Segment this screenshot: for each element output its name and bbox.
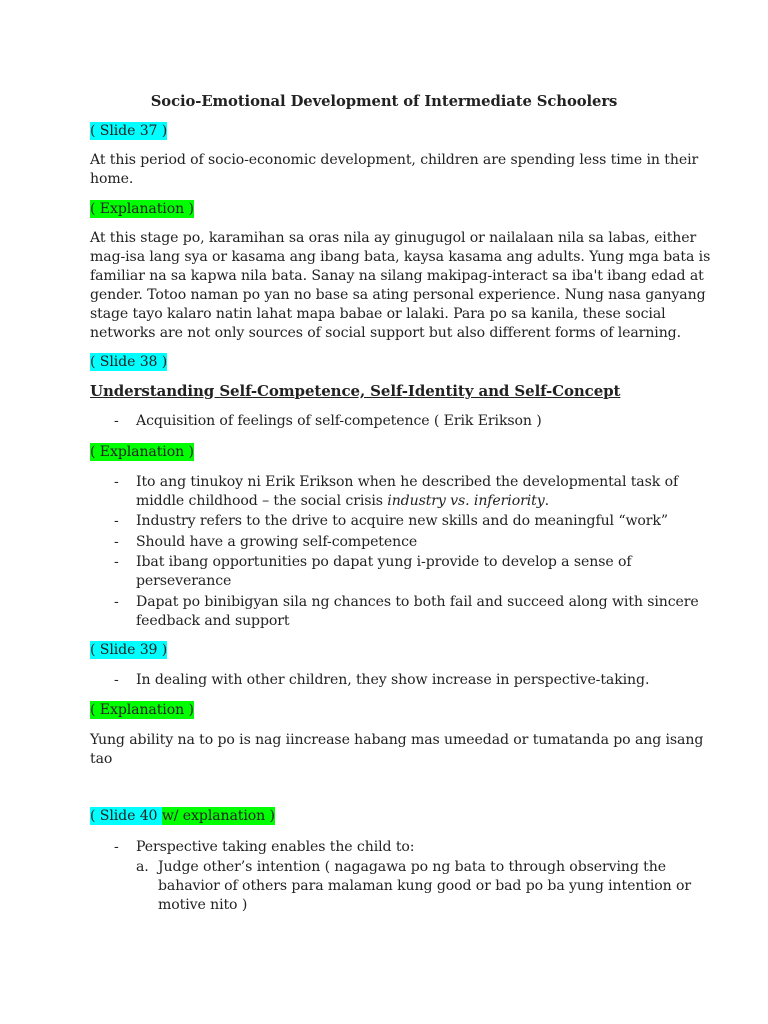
- slide-39-bullet: In dealing with other children, they show increase in perspective-taking.: [136, 672, 650, 688]
- explanation-3-line: tao: [90, 751, 113, 767]
- slide-37-text-line: At this period of socio-economic development, children are spending less time in their: [90, 152, 699, 168]
- list-marker: a.: [136, 859, 149, 875]
- explanation-2-bullet-1-line: [136, 492, 676, 511]
- bullet-dash: -: [114, 594, 119, 610]
- slide-37-text-line: home.: [90, 171, 134, 187]
- text-run: .: [544, 493, 549, 509]
- explanation-1-line: At this stage po, karamihan sa oras nila ay ginugugol or nailalaan nila sa labas, either: [90, 230, 697, 246]
- slide-40-item-line: motive nito ): [158, 897, 248, 913]
- slide-37-label: [90, 122, 680, 141]
- explanation-2-bullet-5-line: feedback and support: [136, 613, 290, 629]
- explanation-1-line: stage tayo kalaro natin lahat mapa babae or lalaki. Para po sa kanila, these social: [90, 306, 666, 322]
- slide-40-item-line: Judge other’s intention ( nagagawa po ng bata to through observing the: [158, 859, 666, 875]
- slide-38-highlight: ( Slide 38 ): [90, 354, 168, 370]
- explanation-1-line: familiar na sa kapwa nila bata. Sanay na silang makipag-interact sa iba't ibang edad at: [90, 268, 704, 284]
- explanation-1-label: [90, 200, 680, 219]
- bullet-dash: -: [114, 672, 119, 688]
- bullet-dash: -: [114, 554, 119, 570]
- explanation-2-bullet-1-line: Ito ang tinukoy ni Erik Erikson when he described the developmental task of: [136, 474, 679, 490]
- explanation-2-bullet-5-line: Dapat po binibigyan sila ng chances to both fail and succeed along with sincere: [136, 594, 699, 610]
- text-run: middle childhood – the social crisis: [136, 493, 388, 509]
- slide-40-highlight: ( Slide 40: [90, 808, 162, 824]
- slide-38-bullet: Acquisition of feelings of self-competence ( Erik Erikson ): [136, 413, 542, 429]
- explanation-1-line: mag-isa lang sya or kasama ang ibang bata, kaysa kasama ang adults. Yung mga bata is: [90, 249, 711, 265]
- slide-39-label: [90, 641, 680, 660]
- bullet-dash: -: [114, 474, 119, 490]
- explanation-3-line: Yung ability na to po is nag iincrease habang mas umeedad or tumatanda po ang isang: [90, 732, 704, 748]
- document-title: Socio-Emotional Development of Intermediate Schoolers: [150, 93, 618, 110]
- explanation-2-highlight: ( Explanation ): [90, 444, 194, 460]
- bullet-dash: -: [114, 839, 119, 855]
- explanation-2-bullet-2: Industry refers to the drive to acquire new skills and do meaningful “work”: [136, 513, 668, 529]
- explanation-1-line: networks are not only sources of social support but also different forms of learning.: [90, 325, 681, 341]
- explanation-2-bullet-4-line: perseverance: [136, 573, 232, 589]
- explanation-1-line: gender. Totoo naman po yan no base sa ating personal experience. Nung nasa ganyang: [90, 287, 706, 303]
- section-heading: Understanding Self-Competence, Self-Identity and Self-Concept: [90, 382, 621, 400]
- slide-38-label: [90, 353, 680, 372]
- italic-term: industry vs. inferiority: [387, 493, 545, 509]
- explanation-2-bullet-4-line: Ibat ibang opportunities po dapat yung i-provide to develop a sense of: [136, 554, 632, 570]
- slide-40-label: [90, 807, 680, 826]
- explanation-2-label: [90, 443, 680, 462]
- slide-40-bullet: Perspective taking enables the child to:: [136, 839, 415, 855]
- bullet-dash: -: [114, 413, 119, 429]
- bullet-dash: -: [114, 513, 119, 529]
- explanation-1-highlight: ( Explanation ): [90, 201, 194, 217]
- slide-40-item-line: bahavior of others para malaman kung good or bad po ba yung intention or: [158, 878, 692, 894]
- slide-37-highlight: ( Slide 37 ): [90, 123, 168, 139]
- slide-39-highlight: ( Slide 39 ): [90, 642, 168, 658]
- explanation-3-label: [90, 701, 680, 720]
- bullet-dash: -: [114, 534, 119, 550]
- slide-40-explanation-highlight: w/ explanation ): [161, 808, 275, 824]
- explanation-3-highlight: ( Explanation ): [90, 702, 194, 718]
- explanation-2-bullet-3: Should have a growing self-competence: [136, 534, 418, 550]
